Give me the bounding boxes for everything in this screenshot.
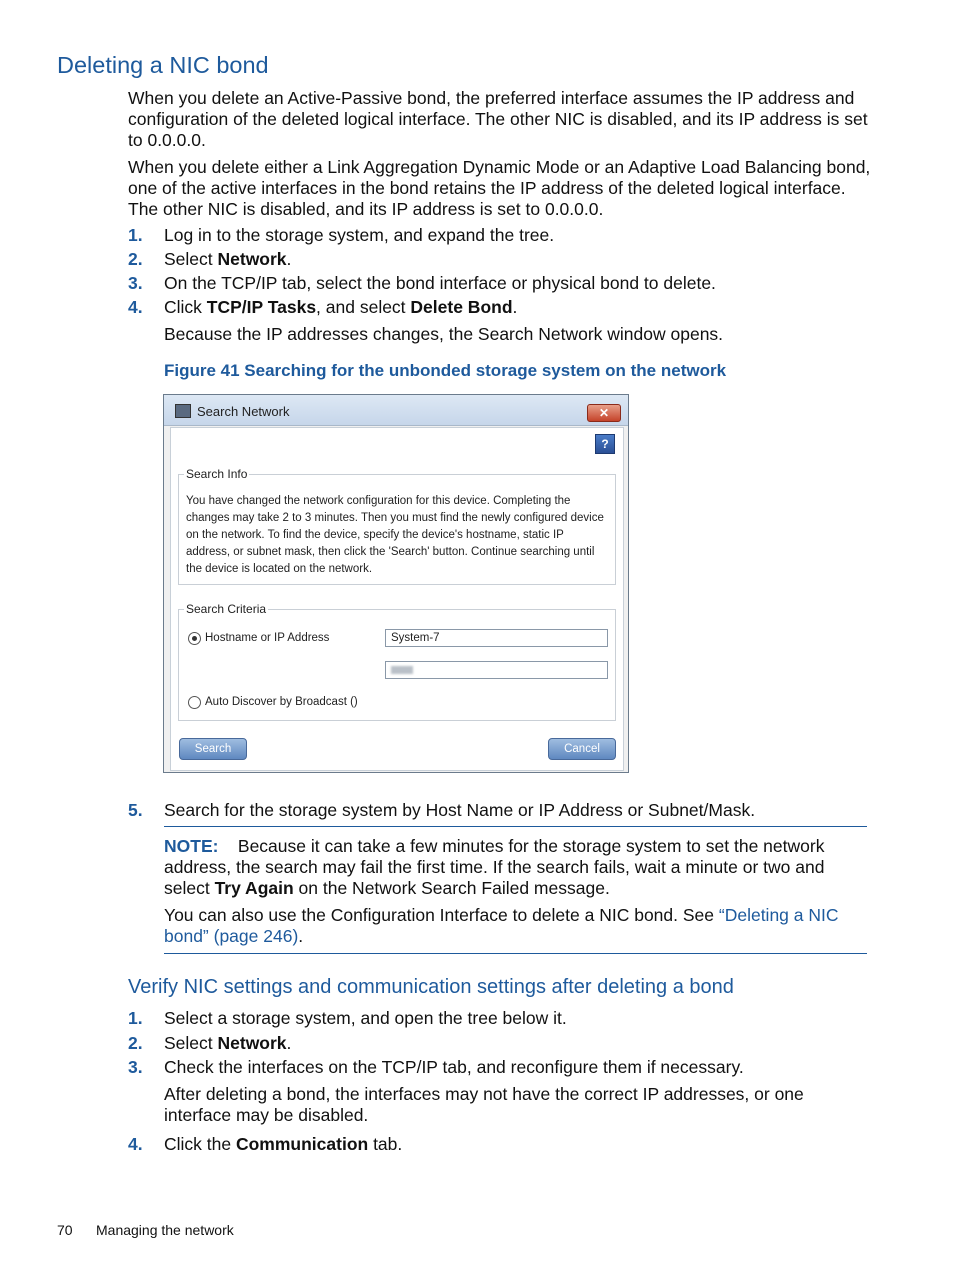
dialog-titlebar xyxy=(164,395,628,426)
step-number: 5. xyxy=(128,800,143,820)
step-number: 3. xyxy=(128,1057,143,1077)
search-network-dialog xyxy=(163,394,629,773)
note-top-rule xyxy=(164,826,867,827)
page-number: 70 xyxy=(57,1222,73,1238)
hostname-radio-label: Hostname or IP Address xyxy=(205,632,330,644)
step-subtext: After deleting a bond, the interfaces may not have the correct IP addresses, or one interface may be disabled. xyxy=(164,1084,804,1125)
ip-input[interactable] xyxy=(385,661,608,679)
step-number: 3. xyxy=(128,273,143,293)
close-icon[interactable]: ✕ xyxy=(587,404,621,422)
step-text: Check the interfaces on the TCP/IP tab, and reconfigure them if necessary. xyxy=(164,1057,744,1077)
section-heading: Deleting a NIC bond xyxy=(57,52,269,78)
auto-discover-radio[interactable] xyxy=(188,696,201,709)
cancel-button[interactable]: Cancel xyxy=(548,738,616,760)
intro-paragraph-1: When you delete an Active-Passive bond, the preferred interface assumes the IP address and configuration of the deleted logical interface. The other NIC is disabled, and its IP address is set to 0.0.0.0. xyxy=(128,88,868,150)
step-number: 1. xyxy=(128,1008,143,1028)
note-block: NOTE: Because it can take a few minutes for the storage system to set the network address, the search may fail the first time. If the search fails, wait a minute or two and select Try Again on the Network Search Failed message. xyxy=(164,836,825,898)
hostname-input[interactable]: System-7 xyxy=(385,629,608,647)
note-also: You can also use the Configuration Interface to delete a NIC bond. See “Deleting a NIC bond” (page 246). xyxy=(164,905,839,946)
search-button[interactable]: Search xyxy=(179,738,247,760)
dialog-title: Search Network xyxy=(197,404,290,419)
step-number: 4. xyxy=(128,297,143,317)
search-info-group xyxy=(178,467,616,585)
help-icon[interactable]: ? xyxy=(595,434,615,454)
step-number: 2. xyxy=(128,1033,143,1053)
step-text: Select Network. xyxy=(164,249,292,269)
step-text: Click TCP/IP Tasks, and select Delete Bond. xyxy=(164,297,518,317)
subsection-heading: Verify NIC settings and communication settings after deleting a bond xyxy=(128,976,734,998)
hostname-radio[interactable] xyxy=(188,632,201,645)
redacted-value xyxy=(391,666,413,674)
dialog-body xyxy=(170,427,624,771)
search-criteria-group xyxy=(178,602,616,721)
step-text: Select Network. xyxy=(164,1033,292,1053)
group-title: Search Info xyxy=(186,467,248,481)
step-subtext: Because the IP addresses changes, the Search Network window opens. xyxy=(164,324,724,344)
step-number: 1. xyxy=(128,225,143,245)
cross-reference-link[interactable]: “Deleting a NIC bond” (page 246) xyxy=(164,905,839,946)
footer-section: Managing the network xyxy=(96,1222,234,1238)
intro-paragraph-2: When you delete either a Link Aggregation Dynamic Mode or an Adaptive Load Balancing bond, one of the active interfaces in the bond retains the IP address of the deleted logical interface. The other NIC is disabled, and its IP address is set to 0.0.0.0. xyxy=(128,157,871,219)
step-text: On the TCP/IP tab, select the bond interface or physical bond to delete. xyxy=(164,273,716,293)
window-icon xyxy=(175,404,191,418)
step-number: 4. xyxy=(128,1134,143,1154)
figure-caption: Figure 41 Searching for the unbonded storage system on the network xyxy=(164,361,727,380)
step-text: Search for the storage system by Host Name or IP Address or Subnet/Mask. xyxy=(164,800,756,820)
group-title: Search Criteria xyxy=(186,602,267,616)
auto-discover-radio-label: Auto Discover by Broadcast () xyxy=(205,696,358,708)
step-text: Log in to the storage system, and expand the tree. xyxy=(164,225,555,245)
step-text: Select a storage system, and open the tree below it. xyxy=(164,1008,567,1028)
search-info-text: You have changed the network configuration for this device. Completing the changes may take 2 to 3 minutes. Then you must find the newly configured device on the network. To find the device, specify the device's hostname, static IP address, or subnet mask, then click the 'Search' button. Continue searching until the device is located on the network. xyxy=(186,495,604,575)
step-text: Click the Communication tab. xyxy=(164,1134,403,1154)
step-number: 2. xyxy=(128,249,143,269)
note-bottom-rule xyxy=(164,953,867,954)
